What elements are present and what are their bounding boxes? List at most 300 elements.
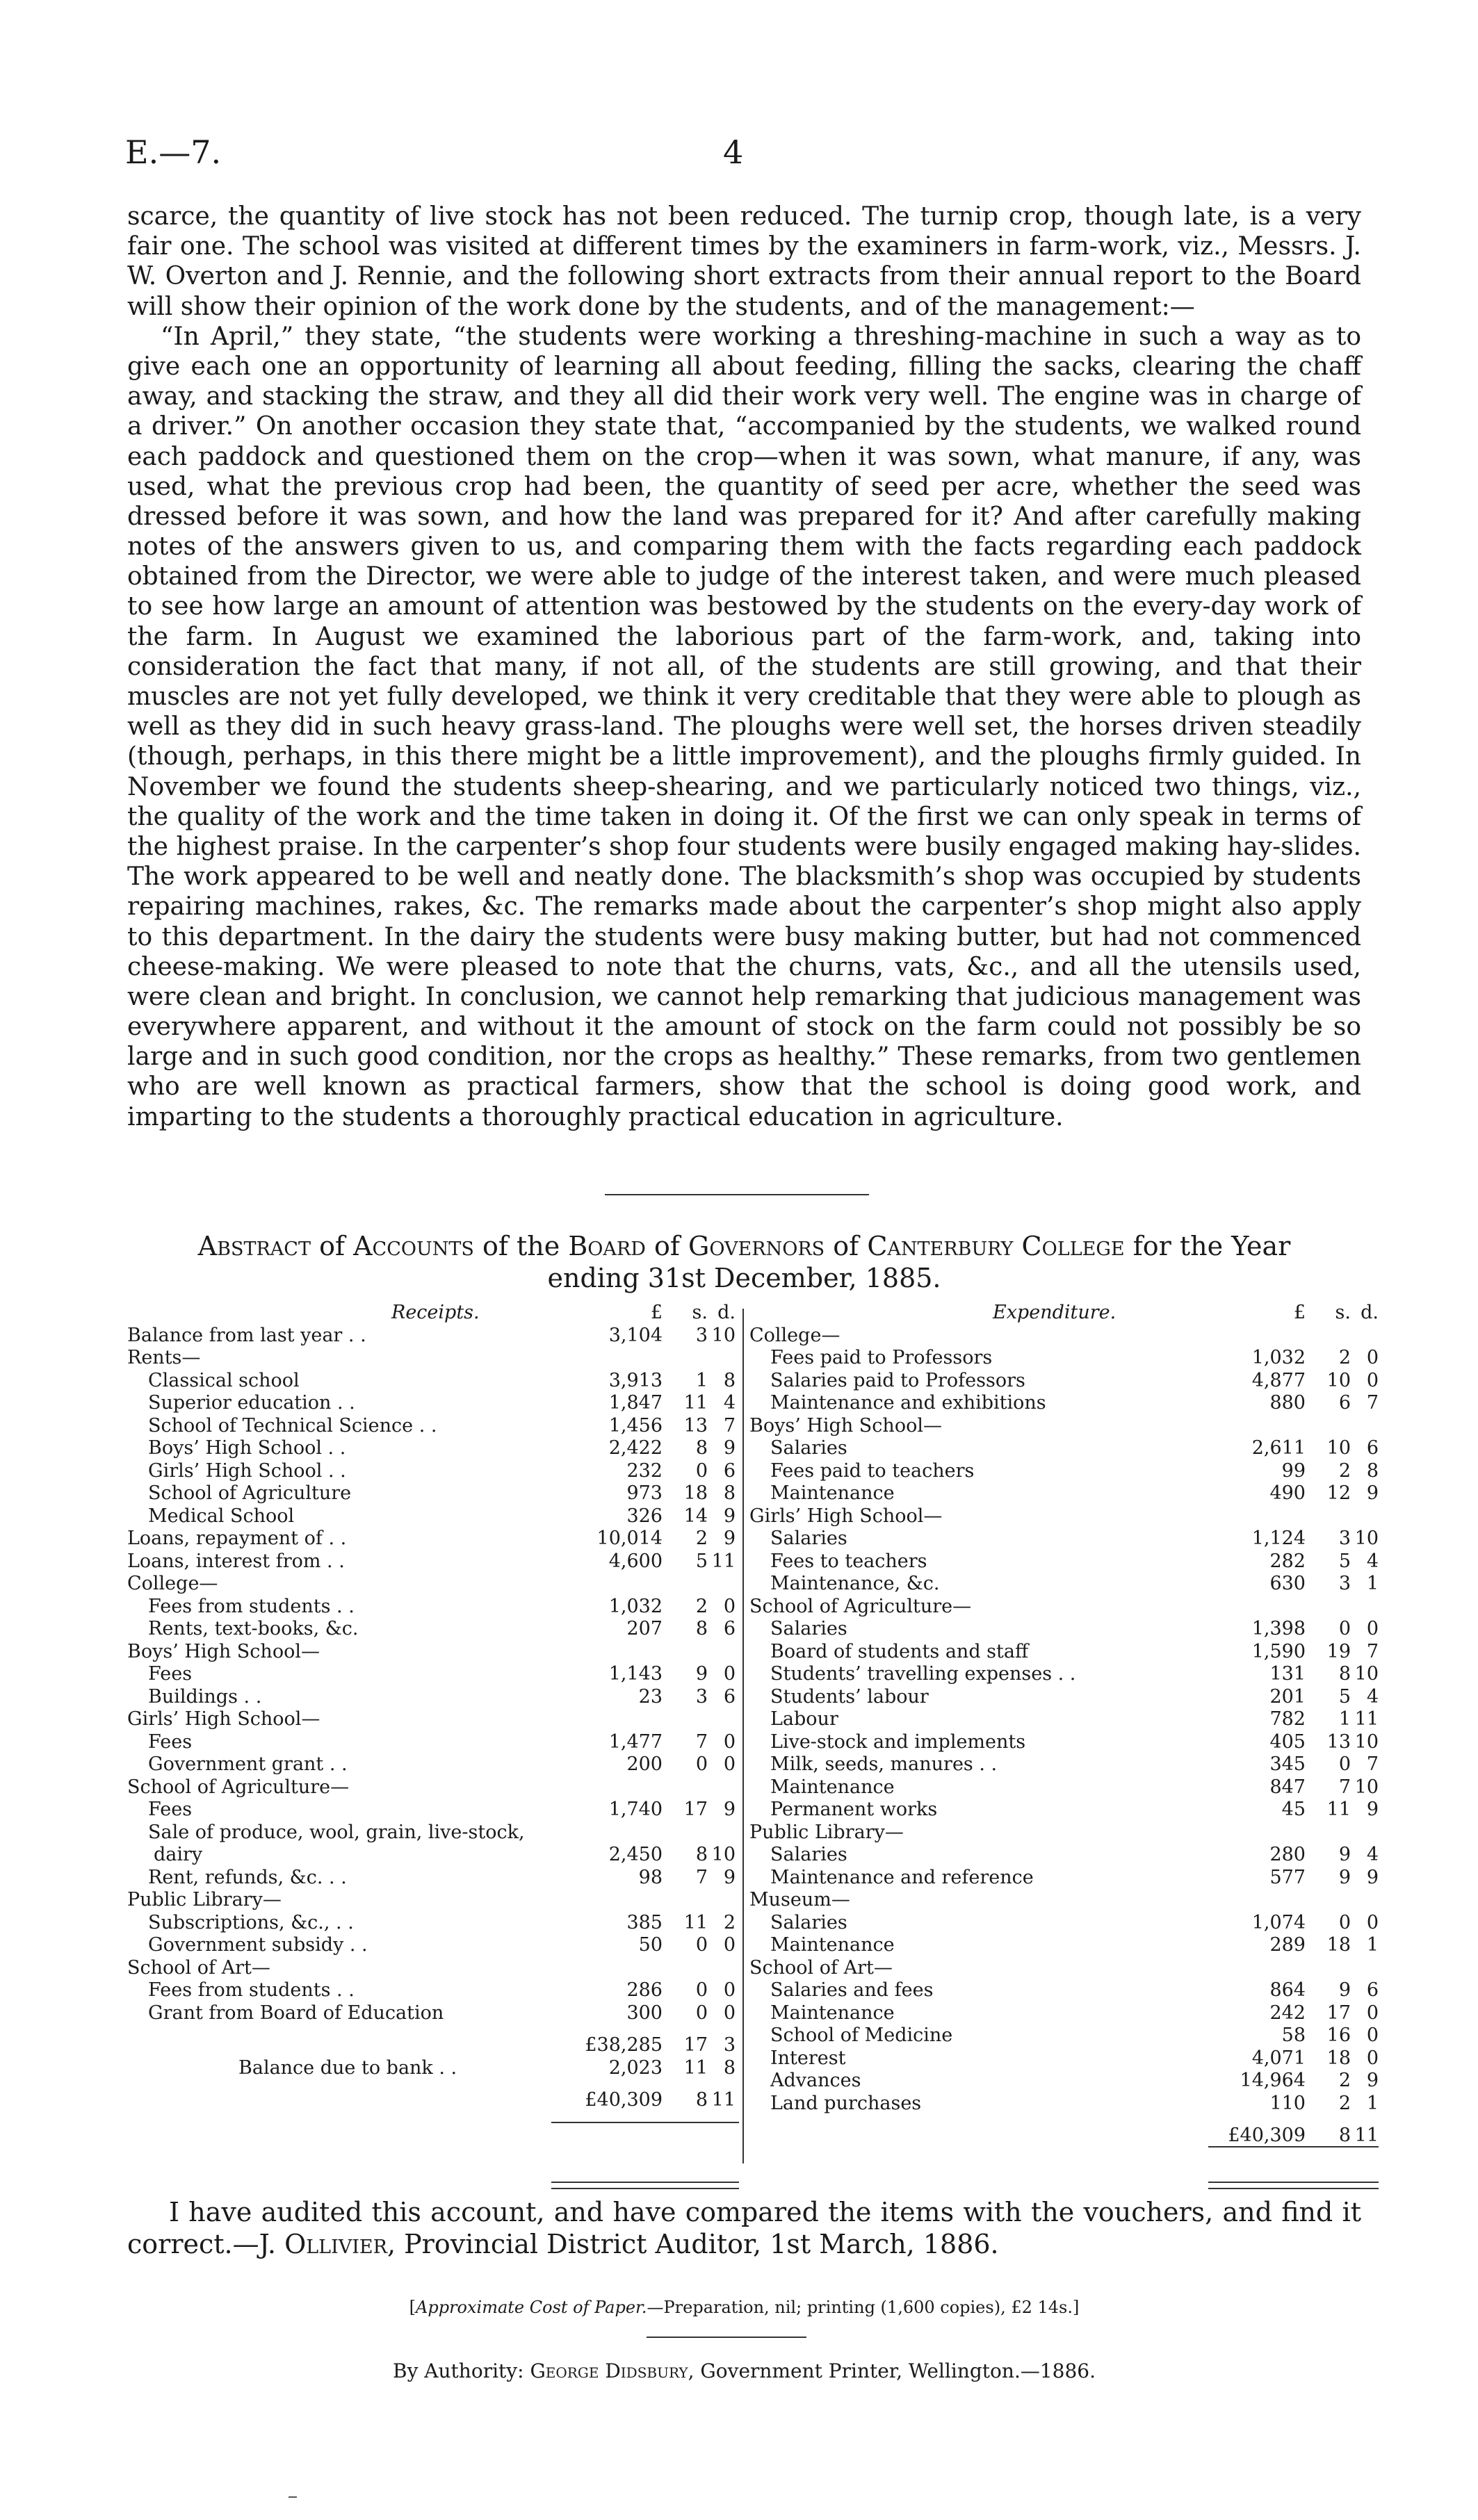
- receipts-amount-pounds: 286: [626, 1979, 663, 2001]
- expenditure-row: [749, 1957, 1379, 1980]
- expenditure-amount-pounds: 1,032: [1251, 1347, 1306, 1368]
- receipts-amount-pounds: 50: [638, 1934, 663, 1956]
- receipts-amount-pence: 6: [723, 1618, 736, 1639]
- expenditure-header: [749, 1302, 1379, 1325]
- receipts-amount-pounds: 10,014: [596, 1528, 663, 1549]
- expenditure-amount-shillings: 9: [1338, 1866, 1351, 1888]
- receipts-item-label: Rents, text-books, &c.: [148, 1618, 359, 1639]
- expenditure-amount-shillings: 2: [1338, 1459, 1351, 1482]
- expenditure-row: [749, 1753, 1379, 1776]
- receipts-amount-pounds: 1,456: [608, 1414, 663, 1437]
- pence-header: d.: [717, 1302, 736, 1323]
- receipts-row: [127, 1731, 739, 1754]
- accounts-title: [127, 1230, 1361, 1295]
- receipts-amount-shillings: 0: [695, 1934, 708, 1956]
- pounds-header: £: [1293, 1302, 1306, 1323]
- receipts-row: [127, 1663, 739, 1686]
- expenditure-item-label: Maintenance: [770, 1934, 895, 1956]
- shillings-header: s.: [692, 1302, 708, 1323]
- expenditure-amount-pence: 7: [1366, 1753, 1379, 1775]
- expenditure-amount-shillings: 6: [1338, 1392, 1351, 1414]
- expenditure-amount-shillings: 5: [1338, 1685, 1351, 1708]
- expenditure-row: [749, 1641, 1379, 1664]
- receipts-row: [127, 1912, 739, 1935]
- receipts-row: [127, 1505, 739, 1528]
- audit-statement: I have audited this account, and have compared the items with the vouchers, and find it correct.—J. Ollivier, Provincial District Auditor, 1st March, 1886.: [127, 2197, 1361, 2260]
- footer-divider: [647, 2337, 806, 2338]
- auditor-name: Ollivier: [284, 2229, 387, 2260]
- expenditure-amount-shillings: 18: [1326, 2047, 1351, 2069]
- receipts-amount-pence: 6: [723, 1459, 736, 1482]
- receipts-row: [127, 1573, 739, 1596]
- expenditure-row: [749, 1912, 1379, 1935]
- receipts-amount-shillings: 7: [695, 1731, 708, 1753]
- receipts-amount-shillings: 18: [683, 1482, 708, 1504]
- expenditure-amount-pence: 0: [1366, 2024, 1379, 2046]
- expenditure-item-label: Milk, seeds, manures . .: [770, 1753, 998, 1775]
- receipts-amount-pence: 8: [723, 1482, 736, 1504]
- receipts-row: [127, 1934, 739, 1957]
- total-rule-receipts: [551, 2182, 739, 2189]
- expenditure-amount-shillings: 3: [1338, 1528, 1351, 1549]
- receipts-amount-shillings: 7: [695, 1866, 708, 1888]
- receipts-amount-pounds: 2,422: [608, 1437, 663, 1459]
- receipts-amount-pounds: 1,847: [608, 1392, 663, 1414]
- expenditure-item-label: Labour: [770, 1708, 838, 1730]
- receipts-row: [127, 1618, 739, 1641]
- expenditure-item-label: Board of students and staff: [770, 1640, 1029, 1662]
- expenditure-item-label: School of Agriculture—: [749, 1595, 972, 1617]
- receipts-row: [127, 1415, 739, 1438]
- expenditure-row: [749, 1325, 1379, 1348]
- expenditure-amount-pence: 6: [1366, 1979, 1379, 2001]
- receipts-amount-shillings: 0: [695, 1979, 708, 2001]
- receipts-amount-pounds: 207: [626, 1618, 663, 1639]
- expenditure-amount-shillings: 10: [1326, 1437, 1351, 1459]
- expenditure-item-label: Interest: [770, 2047, 846, 2069]
- expenditure-amount-pounds: 14,964: [1240, 2070, 1306, 2091]
- expenditure-item-label: Fees paid to teachers: [770, 1459, 975, 1482]
- receipts-amount-shillings: 11: [683, 1911, 708, 1933]
- expenditure-amount-shillings: 9: [1338, 1979, 1351, 2001]
- receipts-row: [127, 1708, 739, 1731]
- receipts-amount-shillings: 17: [683, 1799, 708, 1820]
- expenditure-row: [749, 1482, 1379, 1505]
- expenditure-amount-pence: 1: [1366, 1573, 1379, 1594]
- receipts-heading: Receipts.: [391, 1302, 480, 1323]
- receipts-item-label: Fees: [148, 1663, 193, 1685]
- receipts-amount-pence: 0: [723, 1663, 736, 1685]
- expenditure-amount-shillings: 2: [1338, 2092, 1351, 2114]
- expenditure-amount-pounds: 110: [1269, 2092, 1306, 2114]
- expenditure-amount-pounds: 4,071: [1251, 2047, 1306, 2069]
- expenditure-amount-pounds: 58: [1281, 2024, 1306, 2046]
- receipts-amount-pence: 6: [723, 1685, 736, 1708]
- expenditure-item-label: College—: [749, 1324, 840, 1346]
- receipts-row: [127, 1957, 739, 1980]
- expenditure-amount-pence: 9: [1366, 2070, 1379, 2091]
- receipts-amount-pence: 0: [723, 1979, 736, 2001]
- expenditure-amount-pounds: 345: [1269, 1753, 1306, 1775]
- receipts-amount-pence: 9: [723, 1505, 736, 1527]
- expenditure-item-label: Students’ travelling expenses . .: [770, 1663, 1076, 1685]
- receipts-item-label: Public Library—: [127, 1889, 282, 1911]
- expenditure-row: [749, 1460, 1379, 1483]
- receipts-item-label: Fees: [148, 1799, 193, 1820]
- expenditure-amount-pence: 11: [1354, 1708, 1379, 1730]
- expenditure-row: [749, 1822, 1379, 1844]
- shillings-header: s.: [1335, 1302, 1351, 1323]
- receipts-row: [127, 1867, 739, 1890]
- expenditure-amount-pence: 0: [1366, 1911, 1379, 1933]
- expenditure-item-label: Maintenance: [770, 1776, 895, 1798]
- expenditure-item-label: Maintenance and reference: [770, 1866, 1034, 1888]
- expenditure-sum-rule: [1208, 2146, 1379, 2147]
- expenditure-item-label: School of Art—: [749, 1956, 893, 1979]
- expenditure-row: [749, 1731, 1379, 1754]
- total-rule-expenditure: [1208, 2182, 1379, 2189]
- expenditure-amount-shillings: 2: [1338, 1347, 1351, 1368]
- expenditure-column: [749, 1302, 1379, 2147]
- receipts-amount-shillings: 1: [695, 1369, 708, 1391]
- expenditure-total-row: £40,309 8 11: [1228, 2125, 1379, 2146]
- receipts-amount-pounds: 1,477: [608, 1731, 663, 1753]
- receipts-amount-pounds: 1,740: [608, 1799, 663, 1820]
- expenditure-amount-shillings: 2: [1338, 2070, 1351, 2091]
- expenditure-row: [749, 1415, 1379, 1438]
- receipts-amount-pounds: 1,032: [608, 1595, 663, 1617]
- page-header: [125, 133, 1390, 182]
- expenditure-amount-pounds: 99: [1281, 1459, 1306, 1482]
- receipts-amount-pence: 9: [723, 1866, 736, 1888]
- receipts-amount-shillings: 5: [695, 1550, 708, 1572]
- expenditure-row: [749, 1663, 1379, 1686]
- receipts-row: [127, 2002, 739, 2025]
- expenditure-item-label: Salaries: [770, 1528, 847, 1549]
- expenditure-amount-shillings: 0: [1338, 1753, 1351, 1775]
- receipts-item-label: Grant from Board of Education: [148, 2002, 444, 2024]
- receipts-row: [127, 1596, 739, 1619]
- expenditure-item-label: Students’ labour: [770, 1685, 929, 1708]
- receipts-item-label: Girls’ High School—: [127, 1708, 320, 1730]
- expenditure-item-label: Salaries: [770, 1437, 847, 1459]
- printer-name: George Didsbury: [530, 2359, 688, 2382]
- receipts-amount-shillings: 0: [695, 1753, 708, 1775]
- receipts-amount-shillings: 2: [695, 1595, 708, 1617]
- expenditure-amount-pounds: 1,074: [1251, 1911, 1306, 1933]
- receipts-amount-pounds: 385: [626, 1911, 663, 1933]
- expenditure-item-label: Salaries: [770, 1618, 847, 1639]
- expenditure-row: [749, 1437, 1379, 1460]
- expenditure-row: [749, 2047, 1379, 2070]
- receipts-row: [127, 1686, 739, 1709]
- receipts-rows: [127, 1325, 739, 2025]
- receipts-amount-pounds: 23: [638, 1685, 663, 1708]
- receipts-row: [127, 1776, 739, 1799]
- expenditure-amount-shillings: 0: [1338, 1618, 1351, 1639]
- receipts-item-label: Buildings . .: [148, 1685, 262, 1708]
- expenditure-amount-shillings: 5: [1338, 1550, 1351, 1572]
- expenditure-amount-pence: 0: [1366, 1369, 1379, 1391]
- receipts-amount-shillings: 3: [695, 1685, 708, 1708]
- receipts-amount-pence: 0: [723, 1595, 736, 1617]
- expenditure-amount-shillings: 9: [1338, 1844, 1351, 1865]
- page-number: 4: [723, 133, 744, 171]
- receipts-amount-shillings: 0: [695, 2002, 708, 2024]
- receipts-item-label: Sale of produce, wool, grain, live-stock,: [148, 1821, 525, 1843]
- expenditure-amount-pence: 1: [1366, 2092, 1379, 2114]
- expenditure-row: [749, 1844, 1379, 1867]
- receipts-row: [127, 1551, 739, 1573]
- receipts-item-label: Classical school: [148, 1369, 300, 1391]
- expenditure-row: [749, 1573, 1379, 1596]
- expenditure-item-label: Boys’ High School—: [749, 1414, 942, 1437]
- expenditure-item-label: Maintenance: [770, 2002, 895, 2024]
- expenditure-row: [749, 1618, 1379, 1641]
- expenditure-row: [749, 2070, 1379, 2093]
- expenditure-amount-pence: 4: [1366, 1685, 1379, 1708]
- accounts-table: [127, 1302, 1379, 2198]
- expenditure-amount-pounds: 1,398: [1251, 1618, 1306, 1639]
- expenditure-amount-pence: 7: [1366, 1392, 1379, 1414]
- receipts-amount-pounds: 326: [626, 1505, 663, 1527]
- expenditure-amount-pounds: 577: [1269, 1866, 1306, 1888]
- receipts-item-label: Fees from students . .: [148, 1979, 355, 2001]
- receipts-row: [127, 1822, 739, 1844]
- receipts-amount-pounds: 1,143: [608, 1663, 663, 1685]
- expenditure-amount-shillings: 0: [1338, 1911, 1351, 1933]
- receipts-amount-shillings: 8: [695, 1844, 708, 1865]
- expenditure-row: [749, 1528, 1379, 1551]
- expenditure-row: [749, 2024, 1379, 2047]
- expenditure-item-label: School of Medicine: [770, 2024, 953, 2046]
- receipts-amount-shillings: 8: [695, 1618, 708, 1639]
- expenditure-row: [749, 1708, 1379, 1731]
- receipts-amount-pounds: 200: [626, 1753, 663, 1775]
- expenditure-row: [749, 1979, 1379, 2002]
- expenditure-amount-pounds: 405: [1269, 1731, 1306, 1753]
- expenditure-amount-shillings: 11: [1326, 1799, 1351, 1820]
- expenditure-item-label: Salaries: [770, 1844, 847, 1865]
- column-divider: [742, 1309, 744, 2163]
- receipts-row: [127, 1844, 739, 1867]
- receipts-amount-pence: 10: [711, 1324, 736, 1346]
- expenditure-amount-pence: 0: [1366, 2002, 1379, 2024]
- margin-mark: [289, 2496, 297, 2498]
- expenditure-row: [749, 1776, 1379, 1799]
- receipts-item-label: Fees from students . .: [148, 1595, 355, 1617]
- receipts-amount-pounds: 3,104: [608, 1324, 663, 1346]
- expenditure-item-label: Maintenance and exhibitions: [770, 1392, 1046, 1414]
- receipts-amount-pence: 9: [723, 1799, 736, 1820]
- receipts-amount-pence: 4: [723, 1392, 736, 1414]
- expenditure-item-label: Girls’ High School—: [749, 1505, 943, 1527]
- receipts-item-label: dairy: [154, 1844, 203, 1865]
- expenditure-amount-pence: 0: [1366, 1618, 1379, 1639]
- expenditure-amount-pence: 0: [1366, 1347, 1379, 1368]
- receipts-row: [127, 1889, 739, 1912]
- expenditure-amount-shillings: 13: [1326, 1731, 1351, 1753]
- expenditure-amount-pounds: 289: [1269, 1934, 1306, 1956]
- receipts-row: [127, 1528, 739, 1551]
- expenditure-heading: Expenditure.: [993, 1302, 1116, 1323]
- receipts-amount-pounds: 300: [626, 2002, 663, 2024]
- expenditure-amount-pence: 4: [1366, 1550, 1379, 1572]
- expenditure-amount-pounds: 1,124: [1251, 1528, 1306, 1549]
- subtotal-rule: [551, 2122, 739, 2123]
- receipts-amount-pounds: 232: [626, 1459, 663, 1482]
- receipts-subtotal-row: £38,285 17 3: [585, 2034, 736, 2056]
- expenditure-row: [749, 1889, 1379, 1912]
- expenditure-amount-shillings: 16: [1326, 2024, 1351, 2046]
- expenditure-amount-pence: 8: [1366, 1459, 1379, 1482]
- expenditure-amount-pounds: 45: [1281, 1799, 1306, 1820]
- expenditure-amount-pounds: 242: [1269, 2002, 1306, 2024]
- receipts-item-label: Government subsidy . .: [148, 1934, 368, 1956]
- expenditure-amount-pence: 9: [1366, 1799, 1379, 1820]
- expenditure-amount-pounds: 131: [1269, 1663, 1306, 1685]
- receipts-header: [127, 1302, 739, 1325]
- expenditure-row: [749, 1799, 1379, 1822]
- expenditure-item-label: Museum—: [749, 1889, 850, 1911]
- expenditure-amount-pence: 6: [1366, 1437, 1379, 1459]
- expenditure-amount-pounds: 864: [1269, 1979, 1306, 2001]
- receipts-amount-pence: 0: [723, 2002, 736, 2024]
- receipts-amount-shillings: 9: [695, 1663, 708, 1685]
- expenditure-row: [749, 1596, 1379, 1619]
- receipts-amount-shillings: 13: [683, 1414, 708, 1437]
- receipts-item-label: College—: [127, 1573, 218, 1594]
- receipts-item-label: Medical School: [148, 1505, 295, 1527]
- printer-authority: By Authority: George Didsbury, Government Printer, Wellington.—1886.: [393, 2359, 1096, 2382]
- expenditure-amount-pence: 4: [1366, 1844, 1379, 1865]
- expenditure-item-label: Land purchases: [770, 2092, 922, 2114]
- receipts-amount-pounds: 4,600: [608, 1550, 663, 1572]
- receipts-item-label: Government grant . .: [148, 1753, 348, 1775]
- expenditure-amount-pounds: 2,611: [1251, 1437, 1306, 1459]
- expenditure-row: [749, 1505, 1379, 1528]
- title-line-1: Abstract of Accounts of the Board of Governors of Canterbury College for the Year: [197, 1231, 1291, 1261]
- receipts-row: [127, 1347, 739, 1370]
- expenditure-amount-shillings: 19: [1326, 1640, 1351, 1662]
- expenditure-item-label: Maintenance: [770, 1482, 895, 1504]
- receipts-amount-pence: 8: [723, 1369, 736, 1391]
- receipts-item-label: Boys’ High School—: [127, 1640, 320, 1662]
- expenditure-row: [749, 1392, 1379, 1415]
- receipts-amount-pence: 0: [723, 1934, 736, 1956]
- receipts-row: [127, 1325, 739, 1348]
- pounds-header: £: [650, 1302, 663, 1323]
- receipts-item-label: School of Technical Science . .: [148, 1414, 437, 1437]
- receipts-amount-shillings: 11: [683, 1392, 708, 1414]
- receipts-amount-pence: 7: [723, 1414, 736, 1437]
- expenditure-amount-shillings: 17: [1326, 2002, 1351, 2024]
- expenditure-amount-pounds: 282: [1269, 1550, 1306, 1572]
- expenditure-amount-shillings: 7: [1338, 1776, 1351, 1798]
- receipts-row: [127, 1979, 739, 2002]
- expenditure-amount-pounds: 201: [1269, 1685, 1306, 1708]
- receipts-item-label: Boys’ High School . .: [148, 1437, 346, 1459]
- expenditure-row: [749, 1370, 1379, 1393]
- receipts-amount-pounds: 98: [638, 1866, 663, 1888]
- receipts-amount-shillings: 2: [695, 1528, 708, 1549]
- receipts-amount-pounds: 973: [626, 1482, 663, 1504]
- expenditure-amount-pounds: 847: [1269, 1776, 1306, 1798]
- expenditure-row: [749, 1551, 1379, 1573]
- expenditure-amount-pence: 7: [1366, 1640, 1379, 1662]
- expenditure-amount-pence: 0: [1366, 2047, 1379, 2069]
- expenditure-amount-pounds: 1,590: [1251, 1640, 1306, 1662]
- expenditure-amount-shillings: 3: [1338, 1573, 1351, 1594]
- expenditure-amount-shillings: 18: [1326, 1934, 1351, 1956]
- expenditure-item-label: Salaries: [770, 1911, 847, 1933]
- receipts-amount-pence: 9: [723, 1528, 736, 1549]
- expenditure-amount-pounds: 490: [1269, 1482, 1306, 1504]
- paragraph-1: scarce, the quantity of live stock has not been reduced. The turnip crop, though late, is a very fair one. The school was visited at different times by the examiners in farm-work, viz., Messrs. J. W. Overton and J. Rennie, and the following short extracts from their annual report to the Board will show their opinion of the work done by the students, and of the management:—: [127, 202, 1361, 321]
- receipts-amount-pence: 0: [723, 1753, 736, 1775]
- receipts-row: [127, 1392, 739, 1415]
- receipts-item-label: Loans, interest from . .: [127, 1550, 345, 1572]
- expenditure-item-label: Fees to teachers: [770, 1550, 927, 1572]
- expenditure-amount-shillings: 12: [1326, 1482, 1351, 1504]
- receipts-amount-pounds: 3,913: [608, 1369, 663, 1391]
- receipts-item-label: Rent, refunds, &c. . .: [148, 1866, 347, 1888]
- receipts-column: [127, 1302, 739, 2112]
- expenditure-item-label: Permanent works: [770, 1799, 938, 1820]
- expenditure-amount-pence: 10: [1354, 1731, 1379, 1753]
- expenditure-amount-shillings: 1: [1338, 1708, 1351, 1730]
- expenditure-amount-pence: 10: [1354, 1528, 1379, 1549]
- report-body: [127, 202, 1361, 1132]
- expenditure-amount-pence: 10: [1354, 1663, 1379, 1685]
- expenditure-amount-pounds: 782: [1269, 1708, 1306, 1730]
- expenditure-amount-pounds: 630: [1269, 1573, 1306, 1594]
- expenditure-amount-pence: 9: [1366, 1482, 1379, 1504]
- expenditure-item-label: Fees paid to Professors: [770, 1347, 993, 1368]
- expenditure-item-label: Maintenance, &c.: [770, 1573, 940, 1594]
- receipts-amount-pence: 9: [723, 1437, 736, 1459]
- receipts-item-label: Subscriptions, &c., . .: [148, 1911, 354, 1933]
- expenditure-item-label: Salaries and fees: [770, 1979, 934, 2001]
- receipts-row: [127, 1482, 739, 1505]
- expenditure-row: [749, 2002, 1379, 2025]
- receipts-item-label: Rents—: [127, 1347, 201, 1368]
- expenditure-amount-shillings: 10: [1326, 1369, 1351, 1391]
- expenditure-amount-pounds: 280: [1269, 1844, 1306, 1865]
- receipts-row: [127, 1460, 739, 1483]
- expenditure-amount-pence: 9: [1366, 1866, 1379, 1888]
- receipts-row: [127, 1753, 739, 1776]
- receipts-item-label: Girls’ High School . .: [148, 1459, 346, 1482]
- expenditure-row: [749, 2093, 1379, 2116]
- expenditure-amount-pence: 1: [1366, 1934, 1379, 1956]
- receipts-item-label: Balance from last year . .: [127, 1324, 366, 1346]
- pence-header: d.: [1361, 1302, 1379, 1323]
- receipts-total-row: £40,309 8 11: [585, 2089, 736, 2111]
- receipts-amount-shillings: 14: [683, 1505, 708, 1527]
- expenditure-item-label: Advances: [770, 2070, 861, 2091]
- expenditure-row: [749, 1934, 1379, 1957]
- expenditure-item-label: Salaries paid to Professors: [770, 1369, 1025, 1391]
- receipts-row: [127, 1437, 739, 1460]
- balance-due-row: Balance due to bank . . 2,023 11 8: [238, 2056, 736, 2079]
- receipts-amount-pence: 11: [711, 1550, 736, 1572]
- expenditure-row: [749, 1347, 1379, 1370]
- receipts-item-label: School of Art—: [127, 1956, 270, 1979]
- expenditure-rows: [749, 1325, 1379, 2116]
- receipts-amount-pence: 10: [711, 1844, 736, 1865]
- receipts-item-label: School of Agriculture: [148, 1482, 352, 1504]
